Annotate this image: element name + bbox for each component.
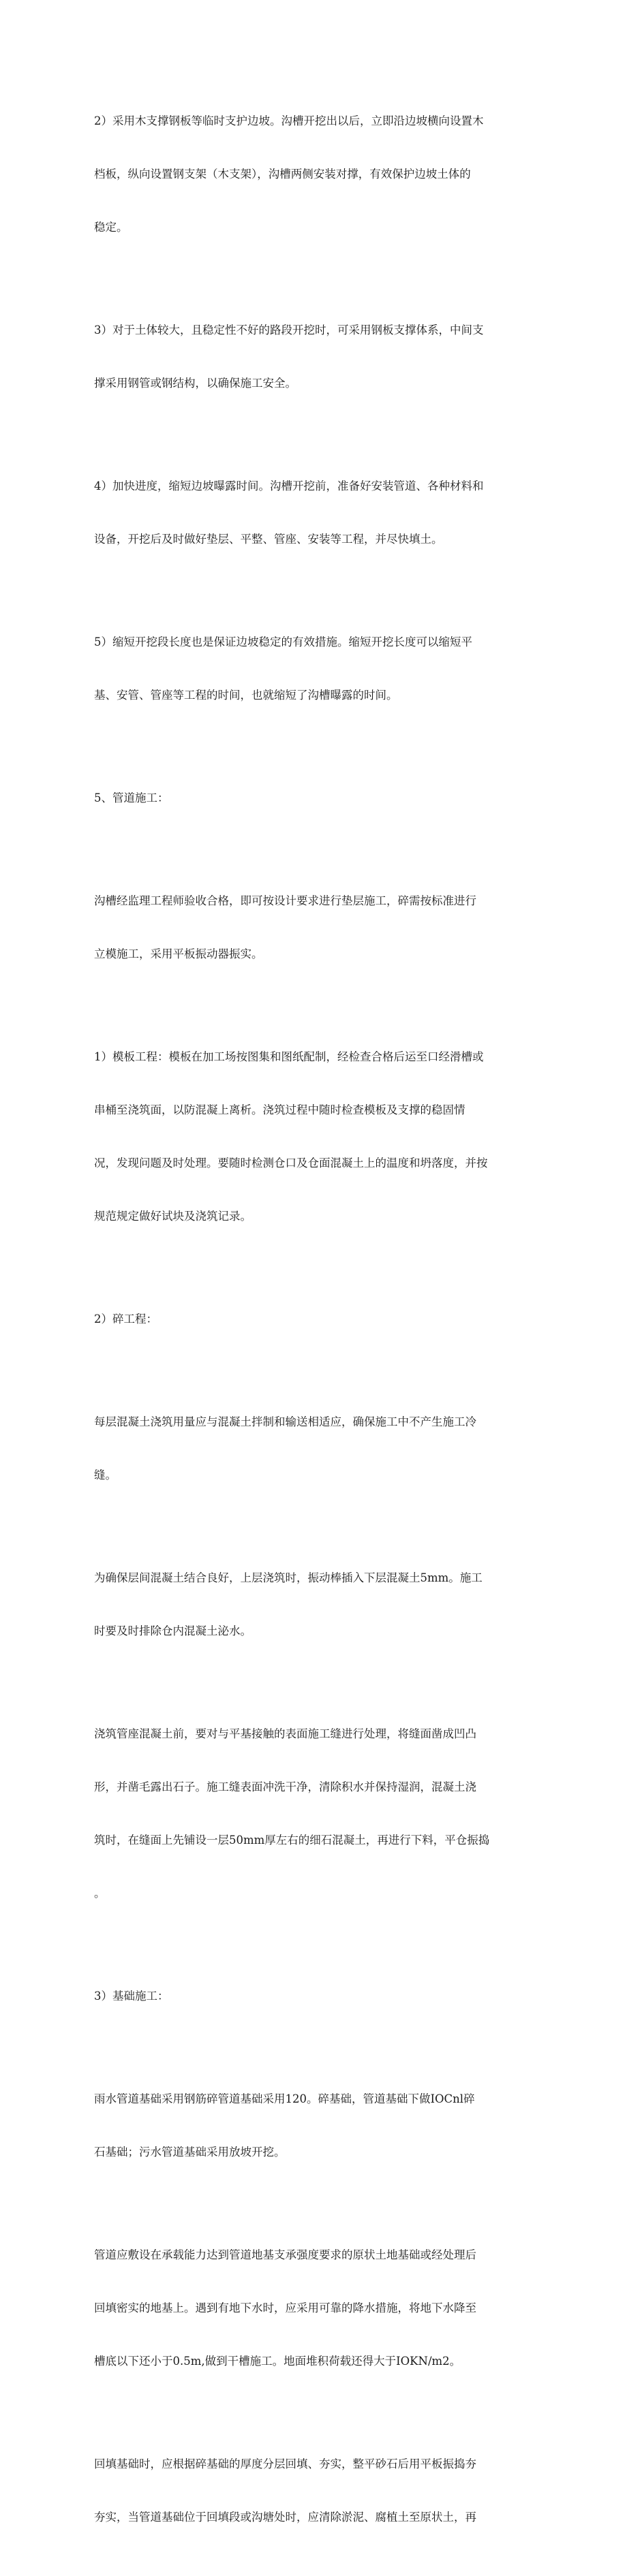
text-line: 缝。 [94,1468,117,1481]
text-line: 浇筑管座混凝土前，要对与平基接触的表面施工缝进行处理，将缝面凿成凹凸 [94,1727,476,1740]
paragraph-rainwater-foundation [94,2055,537,2197]
text-line: 夯实，当管道基础位于回填段或沟塘处时，应清除淤泥、腐植土至原状土，再 [94,2511,476,2524]
paragraph-shorten-length [94,598,537,740]
paragraph-steel-support [94,286,537,428]
text-line: 回填密实的地基上。遇到有地下水时，应采用可靠的降水措施，将地下水降至 [94,2302,476,2314]
text-line: 管道应敷设在承载能力达到管道地基支承强度要求的原状土地基础或经处理后 [94,2248,476,2261]
text-line: 3）对于土体较大，且稳定性不好的路段开挖时，可采用钢板支撑体系，中间支 [94,324,484,336]
text-line: 规范规定做好试块及浇筑记录。 [94,1210,251,1223]
text-line: 石基础；污水管道基础采用放坡开挖。 [94,2146,286,2158]
text-line: 1）模板工程：模板在加工场按图集和图纸配制，经检查合格后运至口经滑槽或 [94,1050,484,1063]
text-line: 4）加快进度，缩短边坡曝露时间。沟槽开挖前，准备好安装管道、各种材料和 [94,480,484,492]
paragraph-pipe-laying [94,2211,537,2406]
subheading-foundation [94,1952,537,2041]
text-line: 3）基础施工： [94,1990,169,2002]
section-heading-pipe-construction [94,754,537,843]
paragraph-acceptance [94,857,537,999]
text-line: 撑采用钢管或钢结构，以确保施工安全。 [94,377,296,390]
text-line: 5、管道施工： [94,791,169,804]
text-line: 筑时，在缝面上先铺设一层50mm厚左右的细石混凝土，再进行下料，平仓振捣 [94,1834,490,1847]
paragraph-construction-joint [94,1690,537,1938]
text-line: 稳定。 [94,221,128,234]
paragraph-speed-up [94,442,537,584]
text-line: 基、安管、管座等工程的时间，也就缩短了沟槽曝露的时间。 [94,689,398,702]
text-line: 形，并凿毛露出石子。施工缝表面冲洗干净，清除积水并保持湿润，混凝土浇 [94,1780,476,1793]
text-line: 设备，开挖后及时做好垫层、平整、管座、安装等工程，并尽快填土。 [94,533,443,546]
text-line: 槽底以下还小于0.5m,做到干槽施工。地面堆积荷载还得大于IOKN/m2。 [94,2355,461,2368]
document-page [94,77,537,2576]
paragraph-formwork [94,1013,537,1261]
paragraph-backfill [94,2420,537,2562]
paragraph-layer-bonding [94,1534,537,1676]
text-line: 回填基础时，应根据碎基础的厚度分层回填、夯实，整平砂石后用平板振捣夯 [94,2457,476,2470]
text-line: 。 [94,1887,106,1900]
text-line: 每层混凝土浇筑用量应与混凝土拌制和输送相适应，确保施工中不产生施工冷 [94,1415,476,1428]
text-line: 2）碎工程： [94,1313,157,1325]
text-line: 档板，纵向设置钢支架（木支架），沟槽两侧安装对撑，有效保护边坡土体的 [94,168,471,180]
subheading-concrete-works [94,1275,537,1364]
text-line: 时要及时排除仓内混凝土泌水。 [94,1624,251,1637]
text-line: 雨水管道基础采用钢筋碎管道基础采用120。碎基础，管道基础下做IOCnl碎 [94,2092,475,2105]
paragraph-support-timber [94,77,537,272]
text-line: 立模施工，采用平板振动器振实。 [94,947,263,960]
paragraph-pouring-volume [94,1378,537,1520]
text-line: 2）采用木支撑钢板等临时支护边坡。沟槽开挖出以后，立即沿边坡横向设置木 [94,114,484,127]
text-line: 沟槽经监理工程师验收合格，即可按设计要求进行垫层施工，碎需按标准进行 [94,894,476,907]
text-line: 为确保层间混凝土结合良好，上层浇筑时，振动棒插入下层混凝土5mm。施工 [94,1571,483,1584]
text-line: 5）缩短开挖段长度也是保证边坡稳定的有效措施。缩短开挖长度可以缩短平 [94,635,472,648]
text-line: 串桶至浇筑面，以防混凝上离析。浇筑过程中随时检查模板及支撑的稳固情 [94,1103,465,1116]
text-line: 况，发现问题及时处理。要随时检测仓口及仓面混凝土上的温度和坍落度，并按 [94,1157,488,1169]
